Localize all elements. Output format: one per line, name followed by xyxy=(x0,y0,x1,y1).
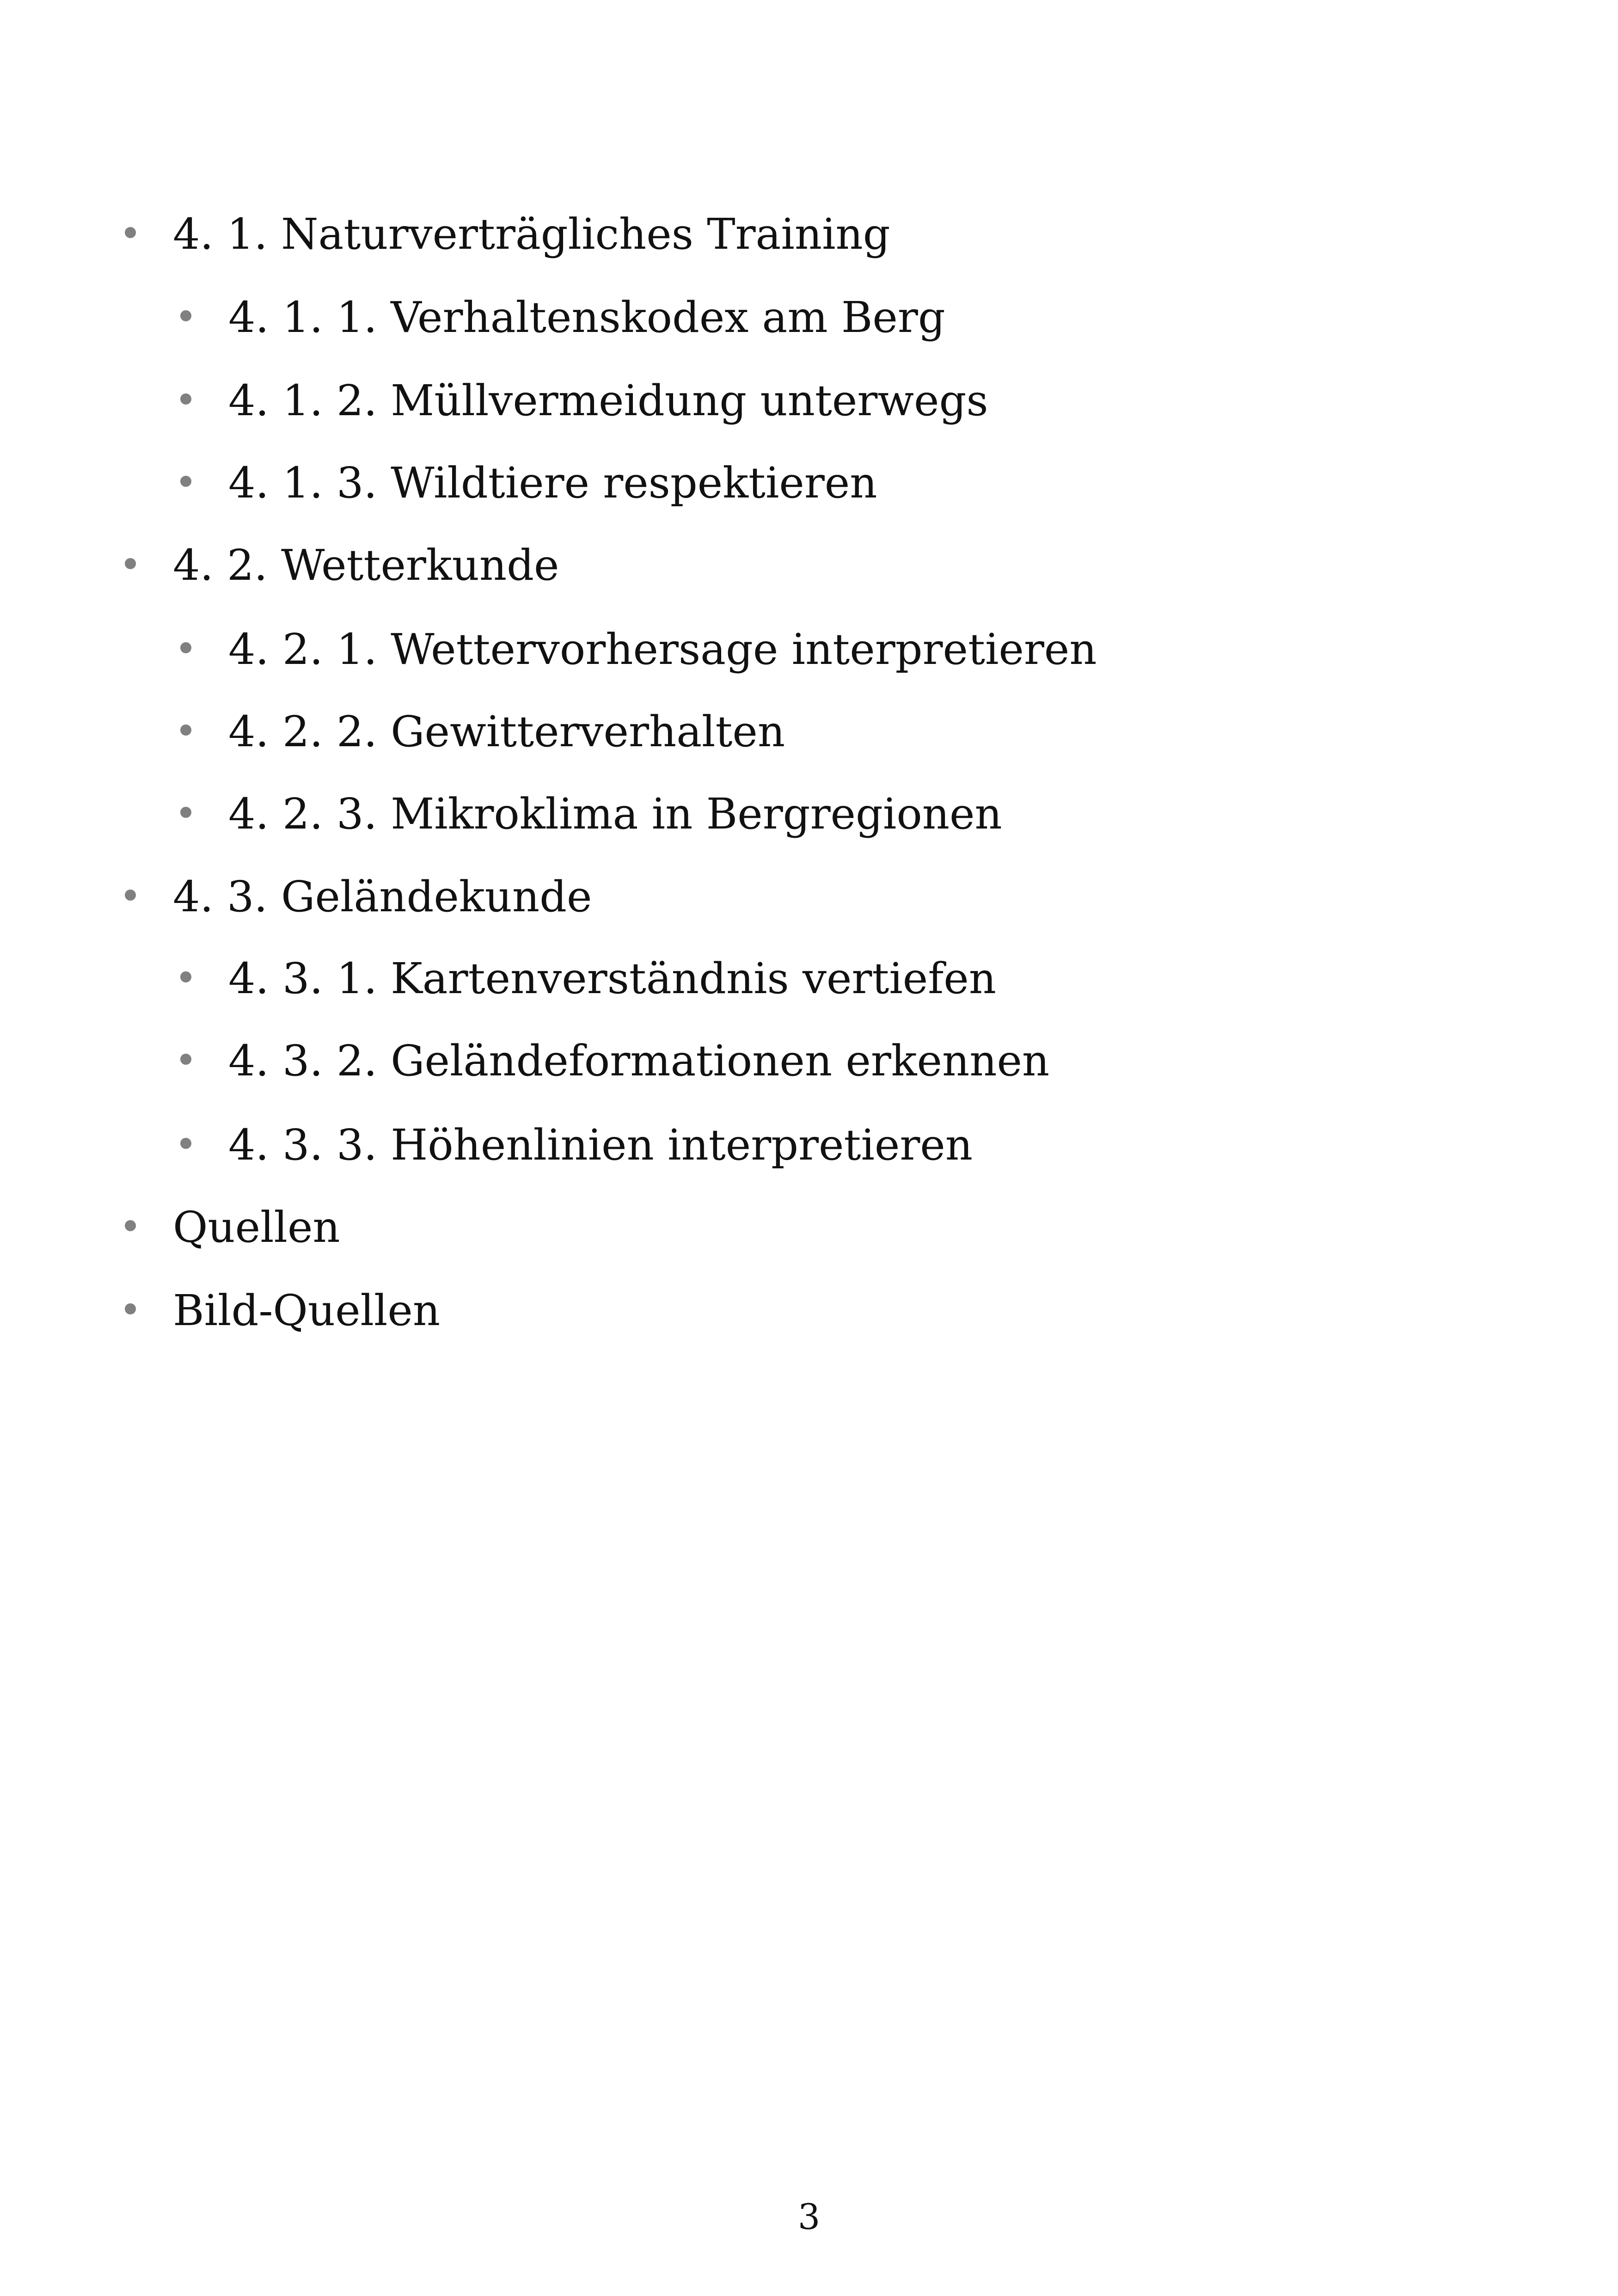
toc-subentry[interactable] xyxy=(180,934,996,1017)
toc-entry[interactable] xyxy=(125,190,890,273)
toc-entry-label: 4. 3. Geländekunde xyxy=(173,872,592,922)
bullet-icon xyxy=(180,476,191,487)
toc-entry-label: 4. 2. 1. Wettervorhersage interpretieren xyxy=(228,625,1097,675)
toc-subentry[interactable] xyxy=(180,356,988,439)
bullet-icon xyxy=(125,890,136,901)
bullet-icon xyxy=(180,642,191,653)
toc-entry-label: 4. 3. 3. Höhenlinien interpretieren xyxy=(228,1120,973,1170)
toc-entry-label: 4. 3. 2. Geländeformationen erkennen xyxy=(228,1036,1050,1086)
bullet-icon xyxy=(180,724,191,736)
bullet-icon xyxy=(180,807,191,818)
bullet-icon xyxy=(180,310,191,321)
toc-entry-label: 4. 3. 1. Kartenverständnis vertiefen xyxy=(228,954,996,1004)
bullet-icon xyxy=(180,971,191,982)
toc-entry[interactable] xyxy=(125,852,592,935)
toc-entry-label: 4. 1. 3. Wildtiere respektieren xyxy=(228,458,877,508)
toc-entry-label: 4. 2. Wetterkunde xyxy=(173,540,559,590)
toc-entry[interactable] xyxy=(125,1266,440,1349)
toc-entry[interactable] xyxy=(125,521,559,604)
toc-entry-label: 4. 1. Naturverträgliches Training xyxy=(173,209,890,259)
toc-subentry[interactable] xyxy=(180,1016,1049,1099)
toc-subentry[interactable] xyxy=(180,273,945,356)
bullet-icon xyxy=(125,558,136,569)
bullet-icon xyxy=(180,1054,191,1065)
toc-subentry[interactable] xyxy=(180,438,877,522)
toc-entry-label: 4. 2. 3. Mikroklima in Bergregionen xyxy=(228,789,1002,839)
bullet-icon xyxy=(125,1303,136,1314)
toc-entry-label: 4. 1. 1. Verhaltenskodex am Berg xyxy=(228,293,945,343)
toc-subentry[interactable] xyxy=(180,769,1002,853)
toc-entry-label: Quellen xyxy=(173,1203,340,1252)
toc-entry-label: 4. 1. 2. Müllvermeidung unterwegs xyxy=(228,376,988,426)
toc-entry-label: 4. 2. 2. Gewitterverhalten xyxy=(228,707,785,757)
bullet-icon xyxy=(180,1138,191,1149)
page-number: 3 xyxy=(797,2196,821,2237)
bullet-icon xyxy=(180,393,191,405)
toc-subentry[interactable] xyxy=(180,605,1097,688)
toc-subentry[interactable] xyxy=(180,1100,973,1184)
bullet-icon xyxy=(125,1220,136,1231)
bullet-icon xyxy=(125,227,136,238)
toc-subentry[interactable] xyxy=(180,687,785,770)
toc-entry[interactable] xyxy=(125,1183,340,1266)
toc-entry-label: Bild-Quellen xyxy=(173,1286,441,1336)
